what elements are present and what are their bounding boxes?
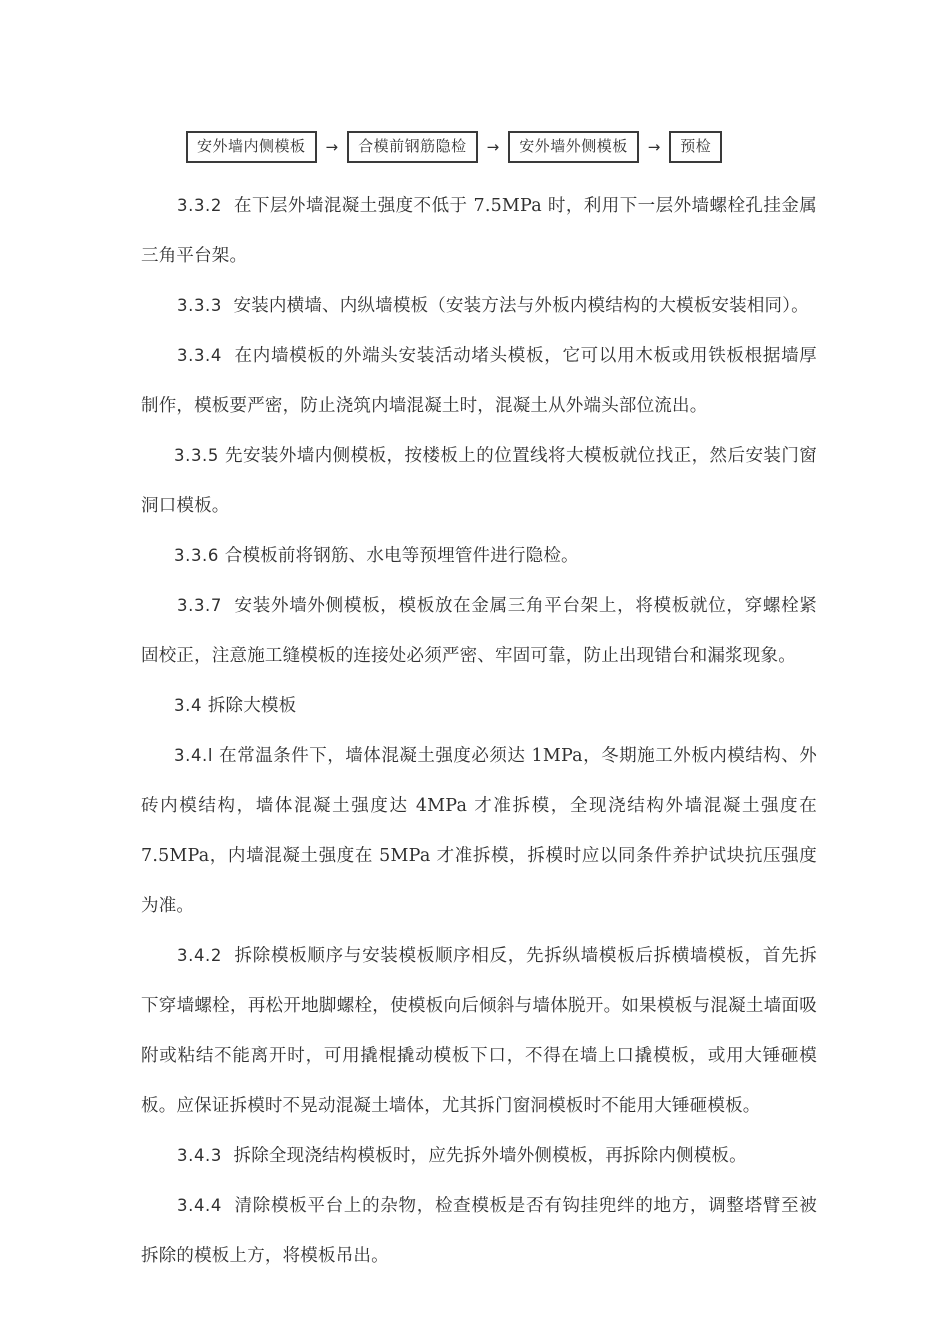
section-number-3-3-7: 3.3.7 <box>177 596 222 615</box>
section-number-3-3-6: 3.3.6 <box>174 546 219 565</box>
section-3-4-2 <box>141 931 817 1131</box>
section-number-3-4-3: 3.4.3 <box>177 1146 222 1165</box>
section-text-3-4-2: 拆除模板顺序与安装模板顺序相反，先拆纵墙模板后拆横墙模板，首先拆下穿墙螺栓，再松开地脚螺栓，使模板向后倾斜与墙体脱开。如果模板与混凝土墙面吸附或粘结不能离开时，可用撬棍撬动模板下口，不得在墙上口撬模板，或用大锤砸模板。应保证拆模时不晃动混凝土墙体，尤其拆门窗洞模板时不能用大锤砸模板。 <box>141 946 817 1116</box>
section-text-3-4: 拆除大模板 <box>207 696 297 716</box>
section-3-3-2 <box>141 181 817 281</box>
flowchart-arrow-icon-2: → <box>486 137 500 156</box>
section-text-3-3-4: 在内墙模板的外端头安装活动堵头模板，它可以用木板或用铁板根据墙厚制作，模板要严密，防止浇筑内墙混凝土时，混凝土从外端头部位流出。 <box>141 346 817 416</box>
section-text-3-3-7: 安装外墙外侧模板，模板放在金属三角平台架上，将模板就位，穿螺栓紧固校正，注意施工缝模板的连接处必须严密、牢固可靠，防止出现错台和漏浆现象。 <box>141 596 817 666</box>
section-text-3-3-5: 先安装外墙内侧模板，按楼板上的位置线将大模板就位找正，然后安装门窗洞口模板。 <box>141 446 817 516</box>
section-number-3-4-2: 3.4.2 <box>177 946 222 965</box>
flowchart-box-2: 合模前钢筋隐检 <box>347 131 478 163</box>
flowchart-arrow-icon-1: → <box>325 137 339 156</box>
section-3-4-1 <box>141 731 817 931</box>
section-number-3-3-3: 3.3.3 <box>177 296 222 315</box>
section-3-4-4 <box>141 1181 817 1281</box>
section-number-3-4-4: 3.4.4 <box>177 1196 222 1215</box>
section-number-3-3-4: 3.3.4 <box>177 346 222 365</box>
section-text-3-3-3: 安装内横墙、内纵墙模板（安装方法与外板内模结构的大模板安装相同）。 <box>233 296 809 316</box>
section-number-3-3-2: 3.3.2 <box>177 196 222 215</box>
section-3-3-4 <box>141 331 817 431</box>
section-number-3-4: 3.4 <box>174 696 203 715</box>
section-text-3-3-6: 合模板前将钢筋、水电等预埋管件进行隐检。 <box>224 546 579 566</box>
section-text-3-4-1: 在常温条件下，墙体混凝土强度必须达 1MPa，冬期施工外板内模结构、外砖内模结构，墙体混凝土强度达 4MPa 才准拆模，全现浇结构外墙混凝土强度在 7.5MPa，内墙混凝土强度在 5MPa 才准拆模，拆模时应以同条件养护试块抗压强度为准。 <box>141 746 818 916</box>
flowchart-box-3: 安外墙外侧模板 <box>508 131 639 163</box>
section-3-4 <box>141 681 817 731</box>
section-number-3-4-1: 3.4.l <box>174 746 214 765</box>
flowchart-box-4: 预检 <box>669 131 722 163</box>
section-text-3-3-2: 在下层外墙混凝土强度不低于 7.5MPa 时，利用下一层外墙螺栓孔挂金属三角平台架。 <box>141 196 817 266</box>
document-body <box>141 181 817 1281</box>
flowchart-formwork-sequence <box>186 131 722 163</box>
section-3-3-3 <box>141 281 817 331</box>
flowchart-box-1: 安外墙内侧模板 <box>186 131 317 163</box>
section-number-3-3-5: 3.3.5 <box>174 446 219 465</box>
section-3-4-3 <box>141 1131 817 1181</box>
section-3-3-7 <box>141 581 817 681</box>
flowchart-arrow-icon-3: → <box>647 137 661 156</box>
section-text-3-4-4: 清除模板平台上的杂物，检查模板是否有钩挂兜绊的地方，调整塔臂至被拆除的模板上方，将模板吊出。 <box>141 1196 817 1266</box>
section-text-3-4-3: 拆除全现浇结构模板时，应先拆外墙外侧模板，再拆除内侧模板。 <box>233 1146 747 1166</box>
section-3-3-5 <box>141 431 817 531</box>
section-3-3-6 <box>141 531 817 581</box>
